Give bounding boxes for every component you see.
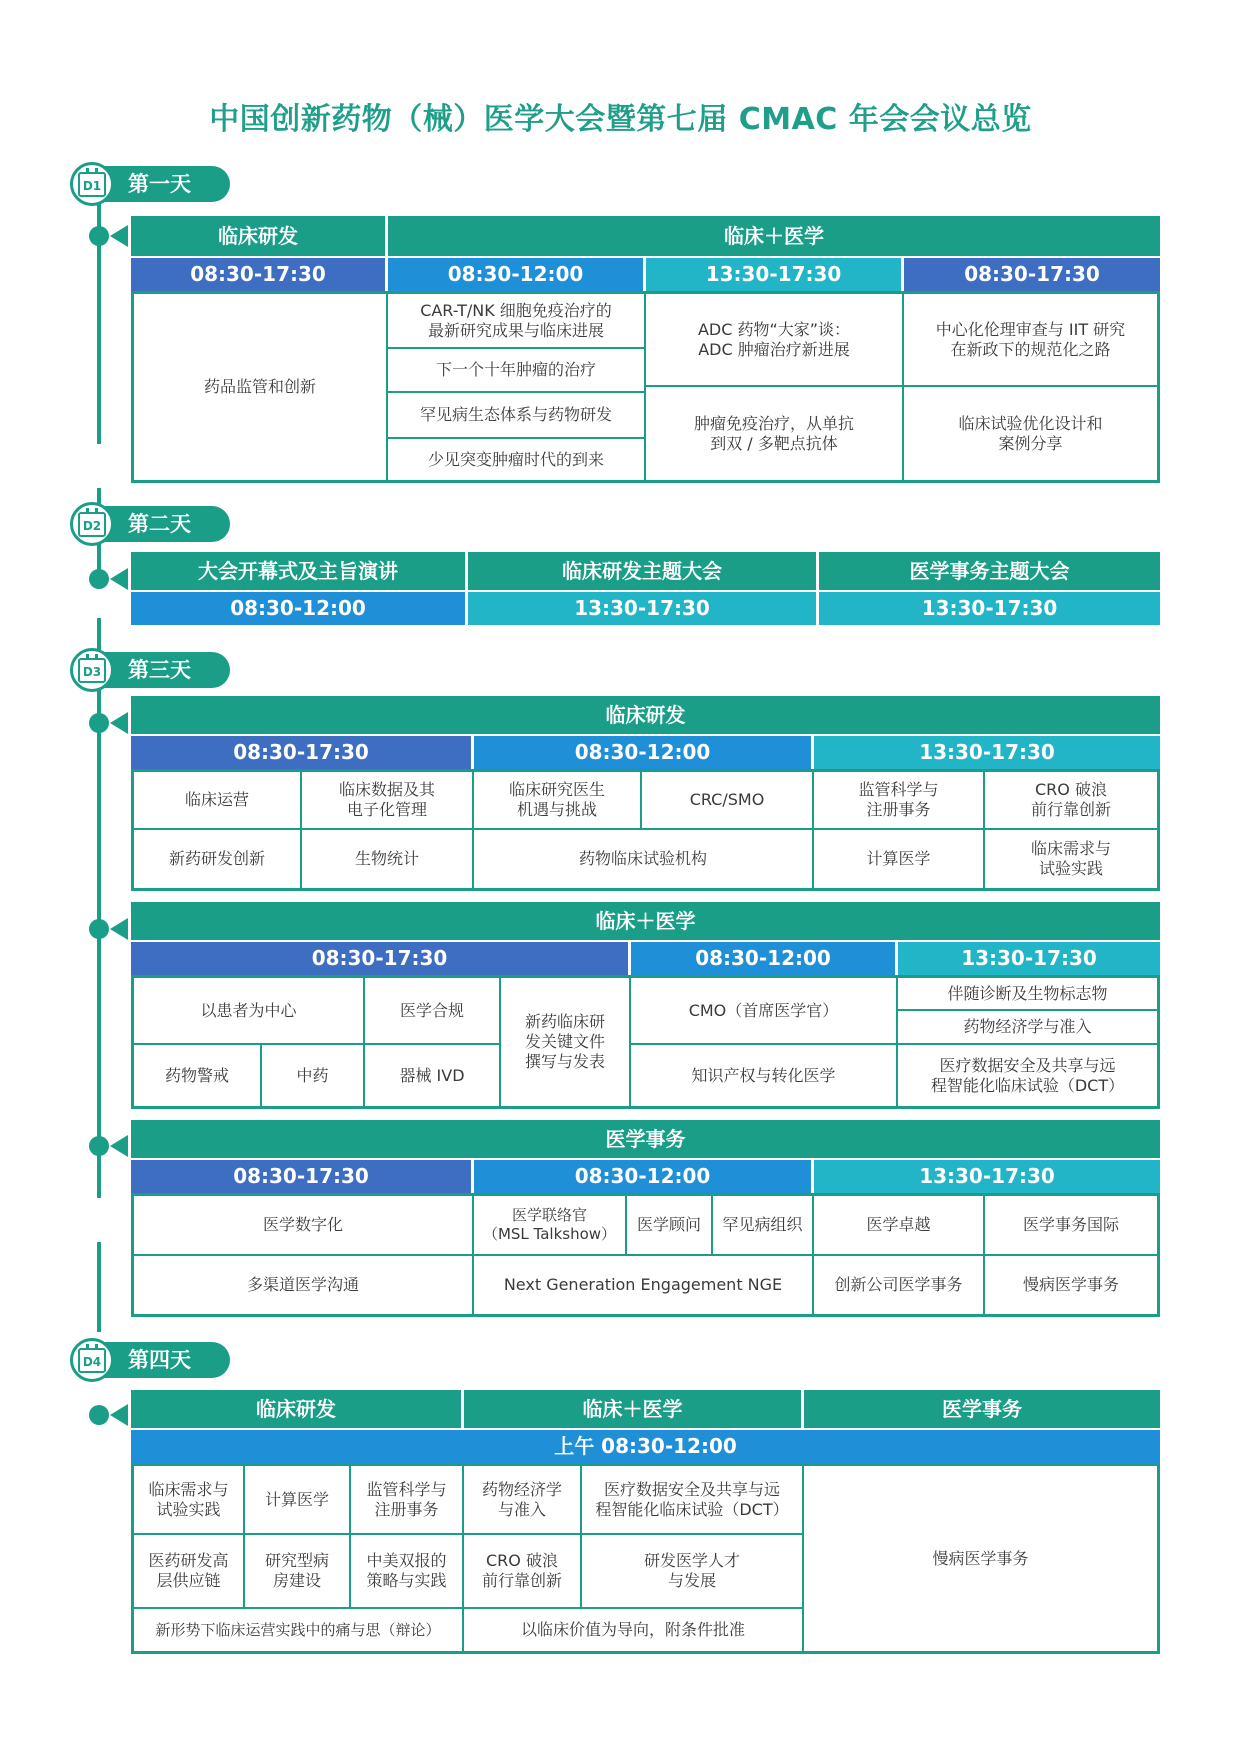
d2-header-opening: 大会开幕式及主旨演讲: [131, 552, 465, 590]
d3-rd-time-3: 13:30-17:30: [814, 736, 1160, 769]
d3-rd-session: 监管科学与 注册事务: [858, 780, 939, 819]
d4-session: CRO 破浪 前行靠创新: [481, 1551, 562, 1590]
d3-cm-session: 药物经济学与准入: [963, 1017, 1092, 1036]
d4-session: 研究型病 房建设: [264, 1551, 329, 1590]
d3-rd-session: 生物统计: [354, 849, 419, 868]
timeline-pointer: [110, 712, 128, 734]
d3-cm-session: 药物警戒: [164, 1065, 229, 1085]
d4-session: 医疗数据安全及共享与远 程智能化临床试验（DCT）: [595, 1479, 789, 1519]
timeline-rail: [97, 618, 101, 1198]
d1-session: 药品监管和创新: [203, 377, 316, 396]
d4-session: 监管科学与 注册事务: [366, 1479, 447, 1519]
calendar-icon: D1: [70, 162, 114, 206]
d3-ma-session: 罕见病组织: [722, 1215, 803, 1234]
d3-ma-header: 医学事务: [131, 1120, 1160, 1158]
d3-cm-session: 知识产权与转化医学: [691, 1065, 836, 1085]
d1-session: CAR-T/NK 细胞免疫治疗的 最新研究成果与临床进展: [420, 300, 612, 340]
d3-cm-session: 以患者为中心: [200, 1000, 297, 1020]
d4-time: 上午 08:30-12:00: [131, 1430, 1160, 1463]
d3-cm-header: 临床＋医学: [131, 902, 1160, 940]
d3-cm-session: 医疗数据安全及共享与远 程智能化临床试验（DCT）: [930, 1055, 1125, 1095]
day-label-3: [70, 650, 230, 690]
d3-rd-time-1: 08:30-17:30: [131, 736, 471, 769]
d1-time-4: 08:30-17:30: [904, 258, 1160, 291]
d3-cm-time-2: 08:30-12:00: [631, 942, 895, 975]
d1-header-cm: 临床＋医学: [388, 216, 1160, 256]
timeline-pointer: [110, 225, 128, 247]
d4-session: 医药研发高 层供应链: [148, 1551, 229, 1590]
d1-session: 肿瘤免疫治疗，从单抗 到双 / 多靶点抗体: [693, 413, 854, 453]
timeline-pointer: [110, 918, 128, 940]
d1-session: 下一个十年肿瘤的治疗: [435, 360, 596, 379]
d3-rd-time-2: 08:30-12:00: [474, 736, 811, 769]
d3-ma-session: 医学事务国际: [1022, 1215, 1119, 1234]
day-label-2: [70, 504, 230, 544]
d3-rd-header: 临床研发: [131, 696, 1160, 734]
d3-cm-time-1: 08:30-17:30: [131, 942, 628, 975]
calendar-icon: D4: [70, 1338, 114, 1382]
d1-time-1: 08:30-17:30: [131, 258, 385, 291]
d3-ma-session: 慢病医学事务: [1022, 1275, 1119, 1294]
d1-session: 罕见病生态体系与药物研发: [419, 405, 612, 424]
d4-header-cm: 临床＋医学: [464, 1390, 801, 1428]
calendar-icon: D2: [70, 502, 114, 546]
d1-time-3: 13:30-17:30: [646, 258, 901, 291]
d1-session: 中心化伦理审查与 IIT 研究 在新政下的规范化之路: [935, 319, 1126, 359]
d3-ma-session: 医学顾问: [636, 1215, 701, 1234]
timeline-dot: [89, 1405, 109, 1425]
timeline-pointer: [110, 568, 128, 590]
day-label-text: 第二天: [84, 506, 230, 542]
d4-session: 新形势下临床运营实践中的痛与思（辩论）: [155, 1620, 441, 1639]
d3-cm-session: 医学合规: [399, 1000, 464, 1020]
d2-time-1: 08:30-12:00: [131, 592, 465, 625]
timeline-rail: [97, 1242, 101, 1332]
timeline-pointer: [110, 1404, 128, 1426]
d3-rd-session: 计算医学: [866, 849, 931, 868]
timeline-dot: [89, 713, 109, 733]
d3-rd-session: 新药研发创新: [168, 849, 265, 868]
d1-time-2: 08:30-12:00: [388, 258, 643, 291]
d4-session: 临床需求与 试验实践: [148, 1479, 229, 1519]
d3-cm-session: CMO（首席医学官）: [688, 1000, 839, 1020]
day-label-text: 第四天: [84, 1342, 230, 1378]
d3-ma-session: 医学数字化: [262, 1215, 343, 1234]
d3-rd-session: 药物临床试验机构: [578, 849, 707, 868]
d3-rd-session: 临床需求与 试验实践: [1030, 839, 1111, 878]
d3-ma-session: 医学卓越: [866, 1215, 931, 1234]
d1-header-rd: 临床研发: [131, 216, 385, 256]
d4-session: 中美双报的 策略与实践: [366, 1551, 447, 1590]
d3-cm-session: 伴随诊断及生物标志物: [947, 983, 1108, 1003]
d2-time-2: 13:30-17:30: [468, 592, 816, 625]
d3-ma-time-3: 13:30-17:30: [814, 1160, 1160, 1193]
d1-session: 临床试验优化设计和 案例分享: [958, 413, 1103, 453]
d3-ma-session: 医学联络官 （MSL Talkshow）: [482, 1206, 617, 1243]
calendar-icon: D3: [70, 648, 114, 692]
d4-header-rd: 临床研发: [131, 1390, 461, 1428]
d4-session: 计算医学: [264, 1489, 329, 1509]
d3-rd-session: 临床数据及其 电子化管理: [338, 780, 435, 819]
d3-ma-session: Next Generation Engagement NGE: [503, 1275, 783, 1294]
d4-session: 研发医学人才 与发展: [643, 1551, 740, 1590]
d2-header-rd: 临床研发主题大会: [468, 552, 816, 590]
day-label-1: [70, 164, 230, 204]
timeline-rail: [97, 186, 101, 444]
day-label-4: [70, 1340, 230, 1380]
d3-rd-session: 临床运营: [184, 790, 249, 809]
d4-session: 药物经济学 与准入: [481, 1479, 562, 1519]
d1-session: ADC 药物“大家”谈： ADC 肿瘤治疗新进展: [697, 319, 851, 359]
day-label-text: 第一天: [84, 166, 230, 202]
page-title: 中国创新药物（械）医学大会暨第七届 CMAC 年会会议总览: [209, 102, 1032, 137]
d4-session: 以临床价值为导向，附条件批准: [520, 1620, 745, 1639]
d3-cm-session: 器械 IVD: [399, 1065, 465, 1085]
d1-session: 少见突变肿瘤时代的到来: [427, 449, 604, 469]
d3-ma-time-2: 08:30-12:00: [474, 1160, 811, 1193]
timeline-dot: [89, 1136, 109, 1156]
timeline-pointer: [110, 1135, 128, 1157]
d3-ma-time-1: 08:30-17:30: [131, 1160, 471, 1193]
timeline-dot: [89, 569, 109, 589]
d2-header-ma: 医学事务主题大会: [819, 552, 1160, 590]
d3-cm-session: 新药临床研 发关键文件 撰写与发表: [524, 1012, 605, 1071]
d3-rd-session: CRO 破浪 前行靠创新: [1030, 780, 1111, 819]
d3-ma-session: 多渠道医学沟通: [246, 1275, 359, 1294]
d4-header-ma: 医学事务: [804, 1390, 1160, 1428]
d3-cm-session: 中药: [296, 1065, 329, 1085]
timeline-dot: [89, 226, 109, 246]
d3-rd-session: CRC/SMO: [689, 790, 765, 809]
d3-cm-time-3: 13:30-17:30: [898, 942, 1160, 975]
timeline-dot: [89, 919, 109, 939]
d3-rd-session: 临床研究医生 机遇与挑战: [508, 780, 605, 819]
d2-time-3: 13:30-17:30: [819, 592, 1160, 625]
d4-session: 慢病医学事务: [932, 1548, 1029, 1568]
d3-ma-session: 创新公司医学事务: [834, 1275, 963, 1294]
day-label-text: 第三天: [84, 652, 230, 688]
